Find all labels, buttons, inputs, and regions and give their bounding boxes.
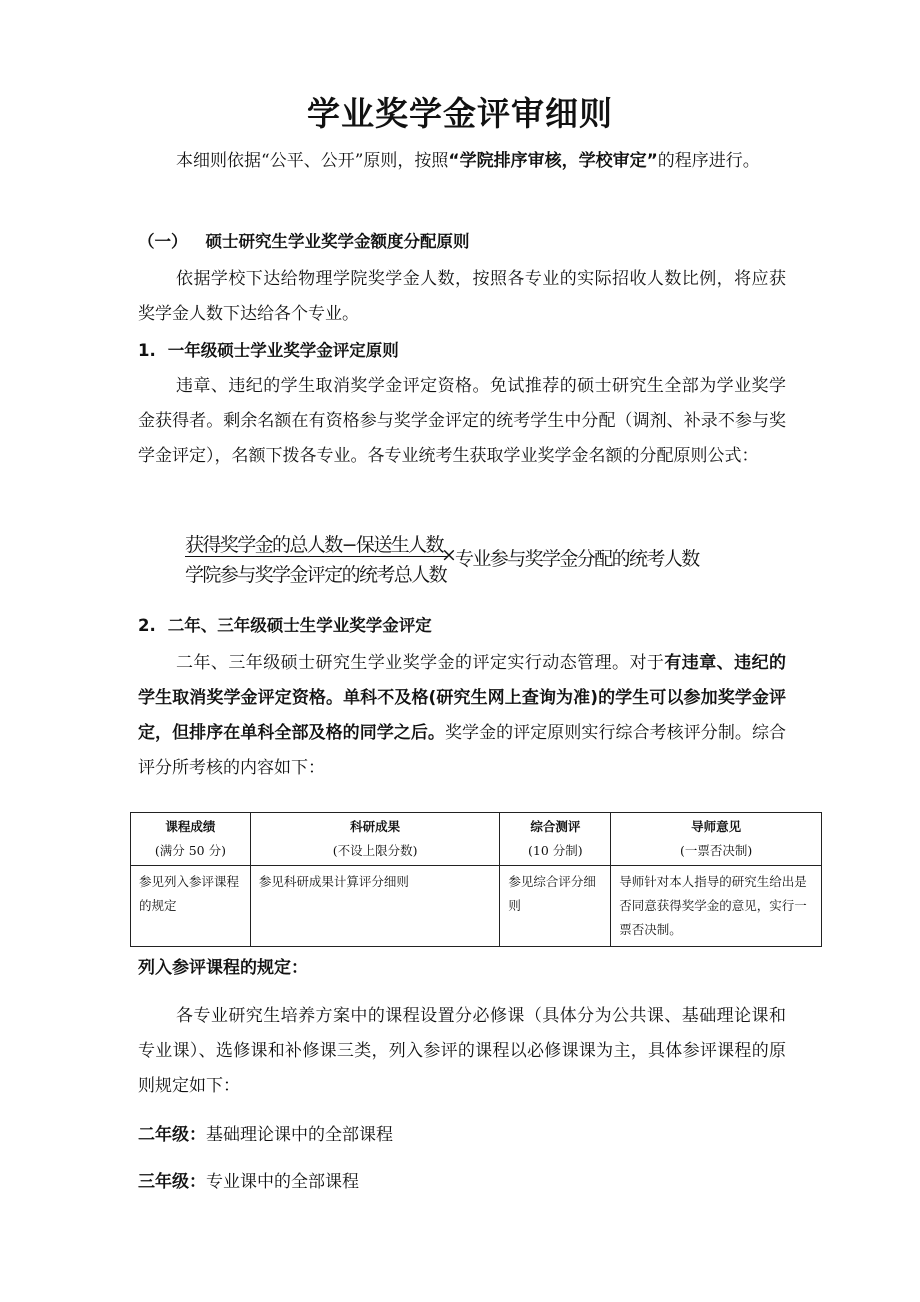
item-2-marker: 2. <box>138 616 156 635</box>
item-2-paragraph <box>138 646 786 786</box>
grade-2-value: 基础理论课中的全部课程 <box>206 1125 393 1145</box>
item-2-heading <box>138 612 788 640</box>
table-header-row <box>131 813 822 866</box>
table-cell-course: 参见列入参评课程的规定 <box>131 866 251 947</box>
item-1-heading <box>138 337 788 365</box>
grade-2-line <box>138 1120 788 1150</box>
rules-heading: 列入参评课程的规定： <box>138 958 308 978</box>
formula-denominator: 学院参与奖学金评定的统考总人数 <box>185 564 447 586</box>
item-2-bold-text: 有违章、违纪的学生取消奖学金评定资格。单科不及格(研究生网上查询为准)的学生可以参加奖学金评定，但排序在单科全部及格的同学之后。 <box>138 653 787 743</box>
formula-numerator: 获得奖学金的总人数−保送生人数 <box>185 534 443 556</box>
allocation-formula <box>185 530 745 590</box>
formula-operator: × <box>441 544 456 566</box>
table-header-cell: 导师意见 (一票否决制) <box>611 813 822 866</box>
item-2-title: 二年、三年级硕士生学业奖学金评定 <box>167 616 432 635</box>
item-2-text: 二年、三年级硕士研究生学业奖学金的评定实行动态管理。对于 <box>176 653 665 673</box>
table-header-cell: 综合测评 (10 分制) <box>500 813 611 866</box>
section-1-marker: （一） <box>138 232 188 251</box>
table-cell-advisor: 导师针对本人指导的研究生给出是否同意获得奖学金的意见，实行一票否决制。 <box>611 866 822 947</box>
item-1-marker: 1. <box>138 341 156 360</box>
intro-paragraph <box>138 144 786 179</box>
fraction-bar <box>185 556 447 557</box>
section-1-title: 硕士研究生学业奖学金额度分配原则 <box>205 232 470 251</box>
page-title: 学业奖学金评审细则 <box>307 94 613 133</box>
table-cell-research: 参见科研成果计算评分细则 <box>250 866 500 947</box>
intro-bold-text: “学院排序审核，学校审定” <box>448 151 658 171</box>
section-1-paragraph: 依据学校下达给物理学院奖学金人数，按照各专业的实际招收人数比例，将应获奖学金人数下达给各个专业。 <box>138 269 786 324</box>
item-1-paragraph: 违章、违纪的学生取消奖学金评定资格。免试推荐的硕士研究生全部为学业奖学金获得者。剩余名额在有资格参与奖学金评定的统考学生中分配（调剂、补录不参与奖学金评定），名额下拨各专业。各专业统考生获取学业奖学金名额的分配原则公式： <box>138 376 786 466</box>
grade-3-line <box>138 1167 788 1197</box>
table-header-cell: 课程成绩 (满分 50 分) <box>131 813 251 866</box>
section-1-heading <box>138 228 788 256</box>
grade-3-label: 三年级： <box>138 1172 206 1192</box>
grade-2-label: 二年级： <box>138 1125 206 1145</box>
grade-3-value: 专业课中的全部课程 <box>206 1172 359 1192</box>
item-1-title: 一年级硕士学业奖学金评定原则 <box>167 341 399 360</box>
table-header-cell: 科研成果 (不设上限分数) <box>250 813 500 866</box>
table-row <box>131 866 822 947</box>
evaluation-table <box>130 812 822 947</box>
intro-text: 本细则依据“公平、公开”原则，按照 <box>176 151 449 171</box>
rules-paragraph: 各专业研究生培养方案中的课程设置分必修课（具体分为公共课、基础理论课和专业课）、选修课和补修课三类，列入参评的课程以必修课课为主，具体参评课程的原则规定如下： <box>138 1006 786 1096</box>
item-2-text-end: 奖学金的评定原则实行综合考核评分制。综合评分所考核的内容如下： <box>138 723 787 778</box>
formula-multiplier: 专业参与奖学金分配的统考人数 <box>455 548 699 570</box>
table-cell-evaluation: 参见综合评分细则 <box>500 866 611 947</box>
intro-text-end: 的程序进行。 <box>657 151 760 171</box>
